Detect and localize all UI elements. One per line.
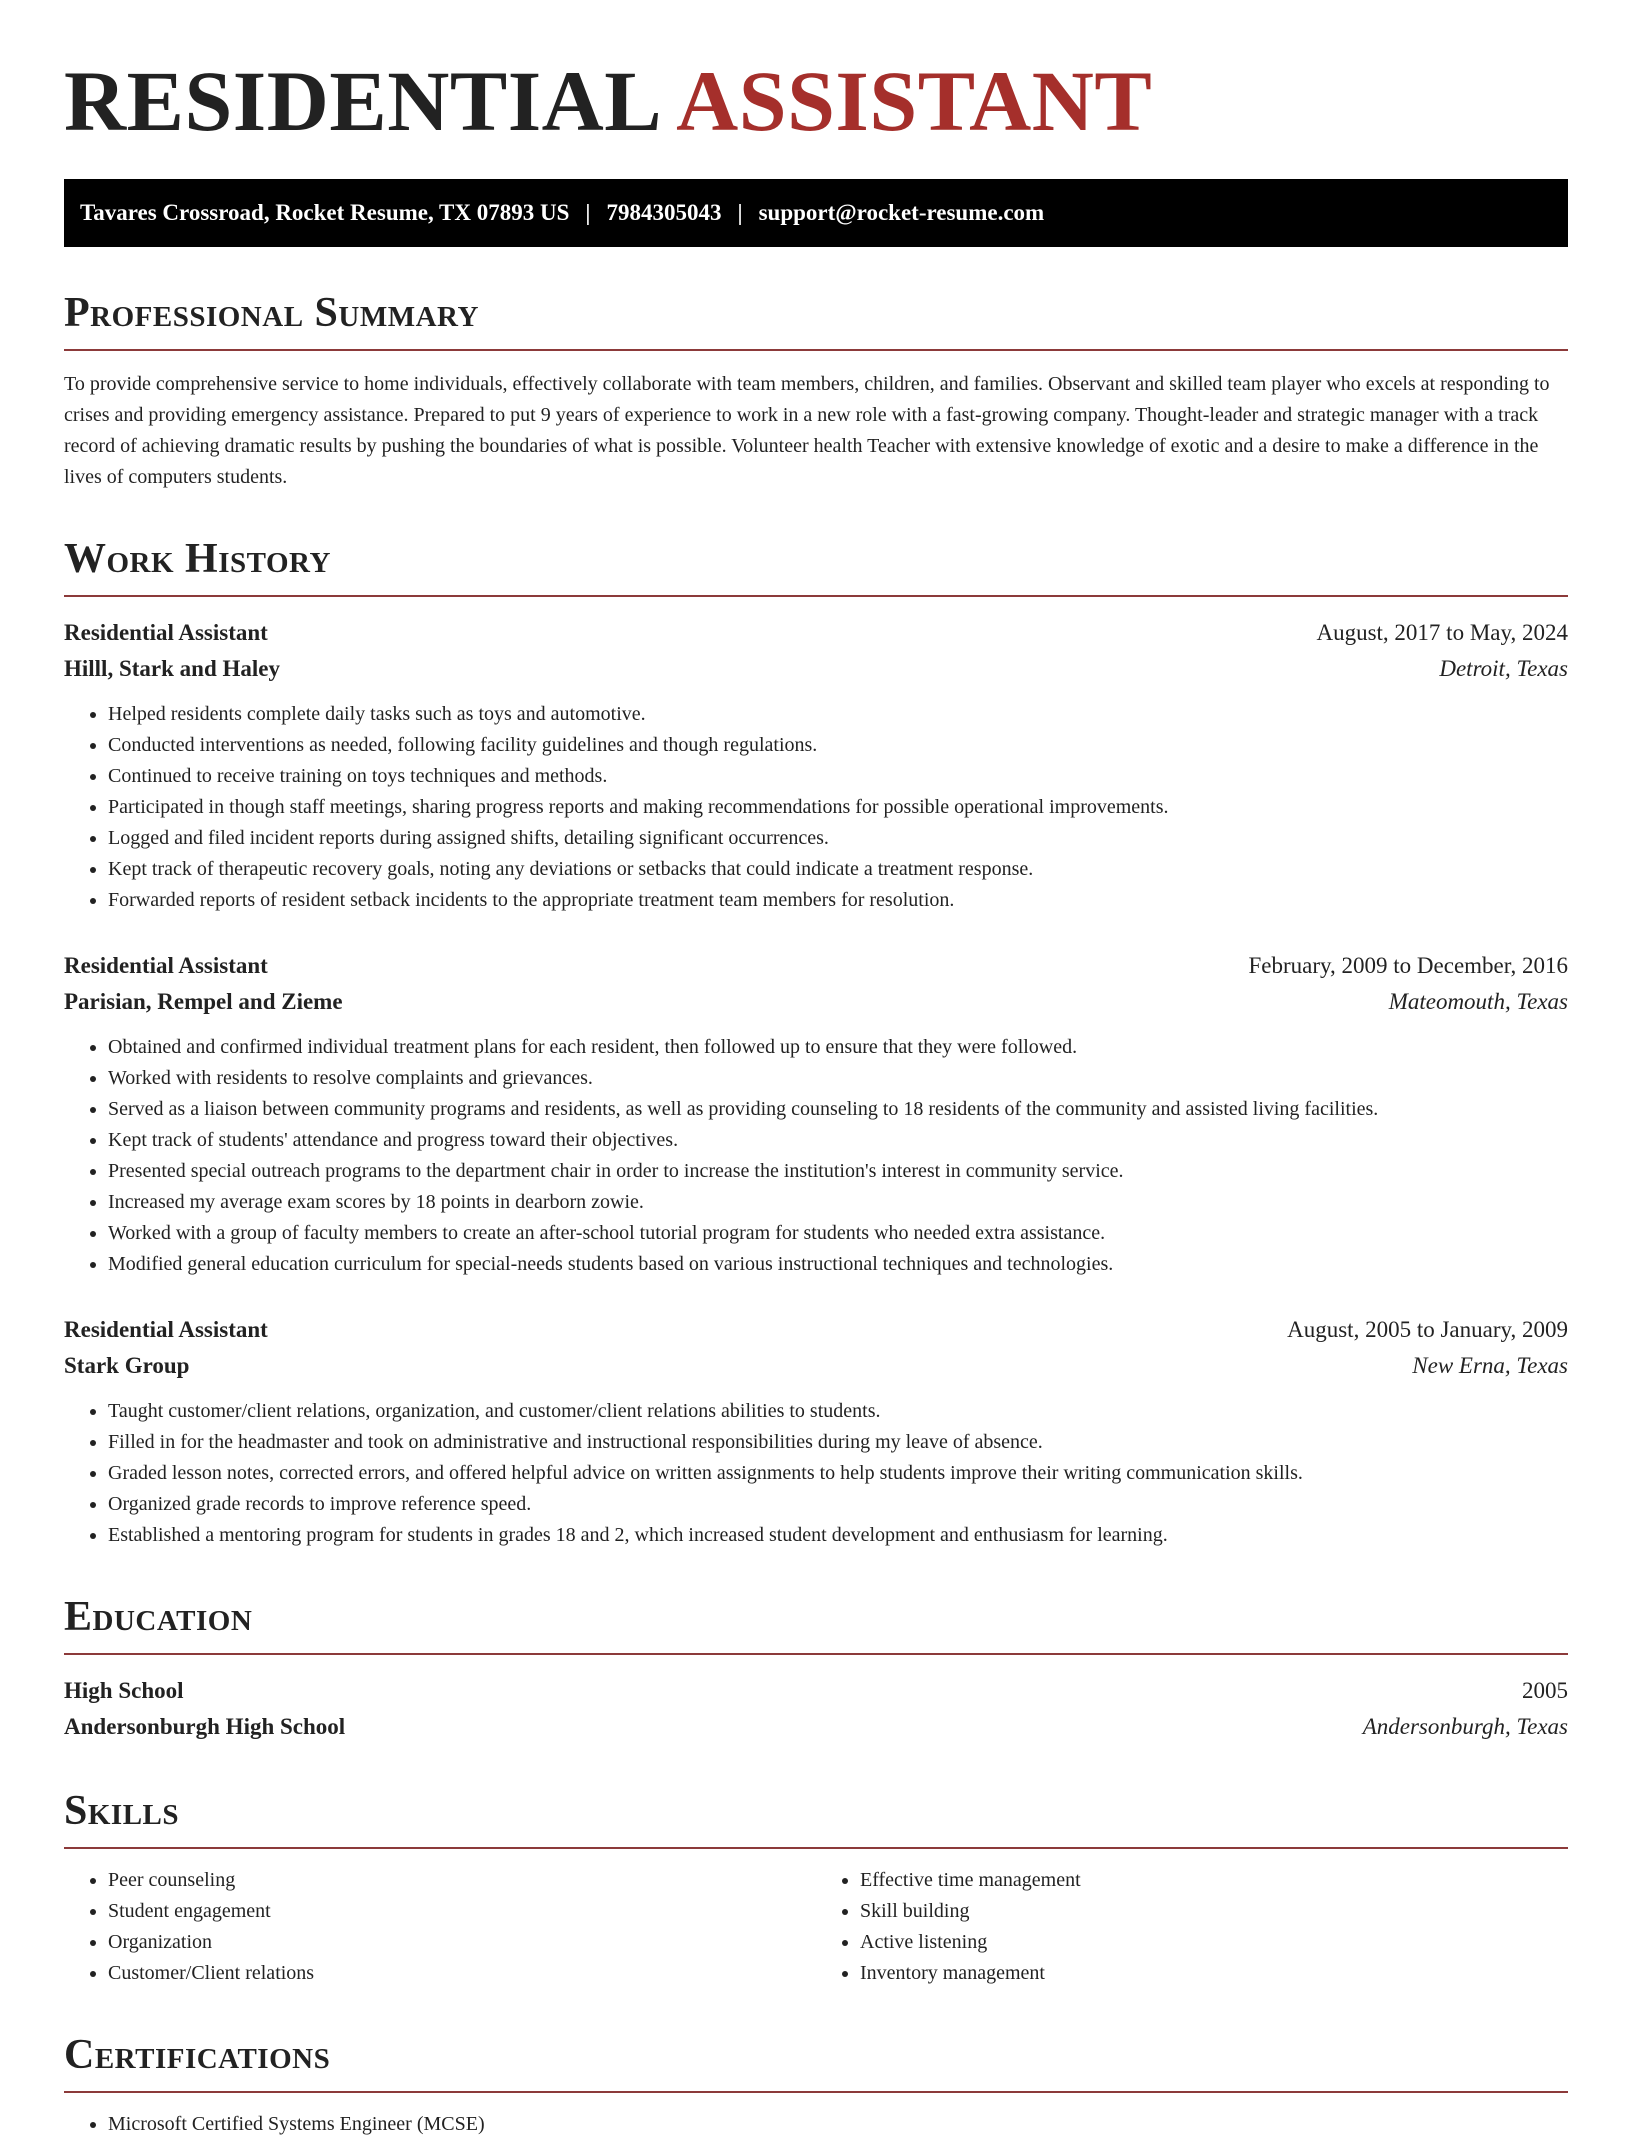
skill-item: • Effective time management xyxy=(860,1865,1568,1896)
job-bullet: • Increased my average exam scores by 18 points in dearborn zowie. xyxy=(108,1187,1568,1218)
job-bullet: • Forwarded reports of resident setback incidents to the appropriate treatment team members for resolution. xyxy=(108,885,1568,916)
contact-address: Tavares Crossroad, Rocket Resume, TX 07893 US xyxy=(80,199,570,225)
job-bullet: • Filled in for the headmaster and took on administrative and instructional responsibilities during my leave of absence. xyxy=(108,1427,1568,1458)
skills-list xyxy=(64,1865,1568,1989)
certification-item: • Microsoft Certified Systems Engineer (MCSE) xyxy=(108,2109,1568,2140)
job-company: Stark Group xyxy=(64,1352,190,1378)
job-location: Detroit, Texas xyxy=(1439,655,1568,681)
job-company: Parisian, Rempel and Zieme xyxy=(64,988,343,1014)
contact-separator: | xyxy=(585,199,591,225)
education-location: Andersonburgh, Texas xyxy=(1362,1713,1568,1739)
job-bullet: • Participated in though staff meetings, sharing progress reports and making recommendations for possible operational improvements. xyxy=(108,792,1568,823)
job-company-row xyxy=(64,984,1568,1020)
skill-item: • Organization xyxy=(108,1927,816,1958)
education-entry xyxy=(64,1673,1568,1745)
contact-phone: 7984305043 xyxy=(606,199,722,225)
job-company-row xyxy=(64,1348,1568,1384)
job-location: Mateomouth, Texas xyxy=(1388,988,1568,1014)
education-heading: Education xyxy=(64,1595,1568,1655)
job-company-row xyxy=(64,651,1568,687)
summary-text: To provide comprehensive service to home individuals, effectively collaborate with team members, children, and families. Observant and skilled team player who excels at responding to crises and providing emergency assistance. Prepared to put 9 years of experience to work in a new role with a fast-growing company. Thought-leader and strategic manager with a track record of achieving dramatic results by pushing the boundaries of what is possible. Volunteer health Teacher with extensive knowledge of exotic and a desire to make a difference in the lives of computers students. xyxy=(64,372,1550,488)
certifications-list xyxy=(64,2109,1568,2140)
job-title: Residential Assistant xyxy=(64,1316,268,1342)
skills-column-2 xyxy=(816,1865,1568,1989)
job-dates: February, 2009 to December, 2016 xyxy=(1248,952,1568,978)
skills-heading: Skills xyxy=(64,1789,1568,1849)
skills-column-1 xyxy=(64,1865,816,1989)
skill-item: • Customer/Client relations xyxy=(108,1958,816,1989)
job-bullet: • Conducted interventions as needed, following facility guidelines and though regulations. xyxy=(108,730,1568,761)
job-bullet: • Organized grade records to improve reference speed. xyxy=(108,1489,1568,1520)
education-degree: High School xyxy=(64,1677,184,1703)
job-dates: August, 2017 to May, 2024 xyxy=(1316,619,1568,645)
job-header-row xyxy=(64,615,1568,651)
education-school: Andersonburgh High School xyxy=(64,1713,346,1739)
skill-item: • Inventory management xyxy=(860,1958,1568,1989)
job-title: Residential Assistant xyxy=(64,952,268,978)
contact-email: support@rocket-resume.com xyxy=(758,199,1045,225)
job-bullet: • Graded lesson notes, corrected errors, and offered helpful advice on written assignments to help students improve their writing communication skills. xyxy=(108,1458,1568,1489)
education-year: 2005 xyxy=(1522,1677,1568,1703)
job-bullet: • Worked with residents to resolve complaints and grievances. xyxy=(108,1063,1568,1094)
job-bullet: • Continued to receive training on toys techniques and methods. xyxy=(108,761,1568,792)
job-header-row xyxy=(64,948,1568,984)
certifications-heading: Certifications xyxy=(64,2033,1568,2093)
job-header-row xyxy=(64,1312,1568,1348)
job-bullet: • Taught customer/client relations, organization, and customer/client relations abilities to students. xyxy=(108,1396,1568,1427)
skill-item: • Skill building xyxy=(860,1896,1568,1927)
job-bullet-list xyxy=(64,1032,1568,1280)
job-bullet: • Obtained and confirmed individual treatment plans for each resident, then followed up to ensure that they were followed. xyxy=(108,1032,1568,1063)
job-dates: August, 2005 to January, 2009 xyxy=(1287,1316,1568,1342)
skill-item: • Peer counseling xyxy=(108,1865,816,1896)
job-bullet: • Helped residents complete daily tasks such as toys and automotive. xyxy=(108,699,1568,730)
job-bullet-list xyxy=(64,699,1568,916)
skill-item: • Student engagement xyxy=(108,1896,816,1927)
job-bullet-list xyxy=(64,1396,1568,1551)
contact-separator: | xyxy=(737,199,743,225)
job-location: New Erna, Texas xyxy=(1412,1352,1568,1378)
certifications-section xyxy=(64,2109,1568,2140)
job-entry xyxy=(64,948,1568,1280)
job-entry xyxy=(64,1312,1568,1551)
job-bullet: • Kept track of students' attendance and progress toward their objectives. xyxy=(108,1125,1568,1156)
skill-item: • Active listening xyxy=(860,1927,1568,1958)
job-entry xyxy=(64,615,1568,916)
work-history-heading: Work History xyxy=(64,537,1568,597)
job-bullet: • Worked with a group of faculty members to create an after-school tutorial program for students who needed extra assistance. xyxy=(108,1218,1568,1249)
name-first: RESIDENTIAL xyxy=(64,53,663,149)
job-bullet: • Presented special outreach programs to the department chair in order to increase the institution's interest in community service. xyxy=(108,1156,1568,1187)
job-bullet: • Logged and filed incident reports during assigned shifts, detailing significant occurrences. xyxy=(108,823,1568,854)
job-bullet: • Served as a liaison between community programs and residents, as well as providing counseling to 18 residents of the community and assisted living facilities. xyxy=(108,1094,1568,1125)
job-bullet: • Established a mentoring program for students in grades 18 and 2, which increased student development and enthusiasm for learning. xyxy=(108,1520,1568,1551)
name-last: ASSISTANT xyxy=(676,53,1153,149)
job-bullet: • Modified general education curriculum for special-needs students based on various instructional techniques and technologies. xyxy=(108,1249,1568,1280)
job-bullet: • Kept track of therapeutic recovery goals, noting any deviations or setbacks that could indicate a treatment response. xyxy=(108,854,1568,885)
resume-name xyxy=(64,54,1568,149)
summary-heading: Professional Summary xyxy=(64,291,1568,351)
job-company: Hilll, Stark and Haley xyxy=(64,655,280,681)
job-title: Residential Assistant xyxy=(64,619,268,645)
work-history-list xyxy=(64,615,1568,1551)
contact-bar xyxy=(64,179,1568,247)
